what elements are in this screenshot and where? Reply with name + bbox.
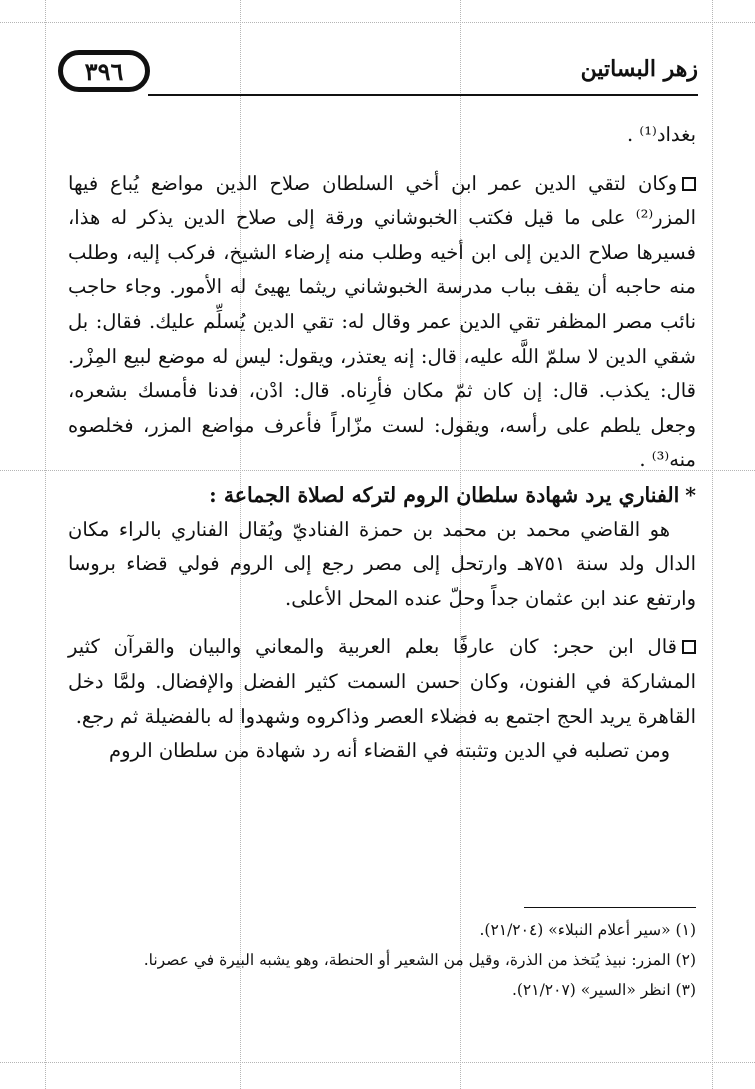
quote-box-icon (682, 177, 696, 191)
paragraph: ومن تصلبه في الدين وتثبته في القضاء أنه رد شهادة من سلطان الروم (109, 739, 670, 763)
paragraph-text: وكان لتقي الدين عمر ابن أخي السلطان صلاح الدين مواضع يُباع فيها المزر⁽²⁾ على ما قيل فكتب الخبوشاني ورقة إلى صلاح الدين يذكر له هذا، فسيرها صلاح الدين إلى ابن أخيه وطلب منه إرضاء الشيخ، فركب إليه، وطلب منه حاجبه أن يقف بباب مدرسة الخبوشاني ريثما يهيئ له الأمور. وجاء حاجب نائب مصر المظفر تقي الدين عمر وقال له: تقي الدين يُسلِّم عليك. فقال: بل شقي الدين لا سلمّ اللَّه عليه، قال: إنه يعتذر، ويقول: ليس له موضع لبيع المِزْر. قال: يكذب. قال: إن كان ثمّ مكان فأرِناه. قال: ادْن، فدنا فأمسك بشعره، وجعل يلطم على رأسه، ويقول: لست مزّاراً فأعرف مواضع المزر، فخلصوه منه⁽³⁾ . (68, 171, 696, 472)
section-title (68, 478, 696, 513)
scan-gridline (712, 0, 713, 1089)
running-title: زهر البساتين (580, 56, 698, 82)
footnote: (٣) انظر «السير» (٢١/٢٠٧). (511, 981, 696, 999)
section-title-text: الفناري يرد شهادة سلطان الروم لتركه لصلاة الجماعة : (209, 482, 680, 507)
scan-gridline (0, 22, 755, 23)
scan-gridline (45, 0, 46, 1089)
quote-box-icon (682, 640, 696, 654)
paragraph (68, 167, 696, 478)
footnotes (76, 915, 696, 1005)
paragraph-text: قال ابن حجر: كان عارفًا بعلم العربية والمعاني والبيان والقرآن كثير المشاركة في الفنون، وكان حسن السمت كثير الفضل والإفضال. ولمَّا دخل القاهرة يريد الحج اجتمع به فضلاء العصر وذاكروه وشهدوا له بالفضيلة ثم رجع. (68, 635, 696, 728)
footnote-rule (524, 907, 696, 908)
footnote: (١) «سير أعلام النبلاء» (٢١/٢٠٤). (479, 921, 696, 939)
header-rule (148, 94, 698, 96)
star-icon: * (685, 482, 696, 507)
page-number-badge: ٣٩٦ (58, 50, 150, 92)
page-header (58, 50, 698, 98)
main-text (68, 118, 696, 769)
footnote: (٢) المزر: نبيذ يُتخذ من الذرة، وقيل من الشعير أو الحنطة، وهو يشبه البيرة في عصرنا. (143, 951, 696, 969)
first-line: بغداد⁽¹⁾ . (627, 123, 696, 146)
paragraph (68, 630, 696, 734)
paragraph: هو القاضي محمد بن محمد بن حمزة الفناديّ ويُقال الفناري بالراء مكان الدال ولد سنة ٧٥١هـ وارتحل إلى مصر رجع إلى الروم فولي قضاء بروسا وارتفع عند ابن عثمان جداً وحلّ عنده المحل الأعلى. (68, 517, 696, 610)
scan-gridline (0, 1062, 755, 1063)
